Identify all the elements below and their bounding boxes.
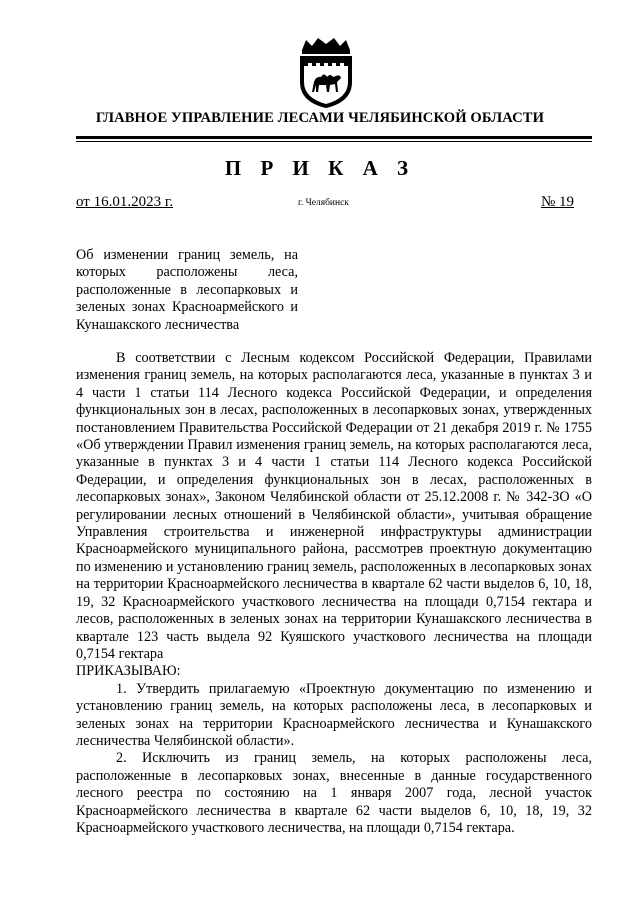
- order-number: № 19: [541, 194, 575, 210]
- header-divider-thick: [76, 136, 592, 139]
- order-subject: Об изменении границ земель, на которых расположены леса, расположенные в лесопарковых и зеленых зонах Красноармейского и Кунашакского лесничества: [76, 247, 298, 333]
- order-item-2: 2. Исключить из границ земель, на которых расположены леса, расположенные в лесопарковых зонах, внесенные в данные государственного лесного реестра по состоянию на 1 января 2007 года, лесной участок Красноармейского лесничества в квартале 62 части выделов 6, 10, 18, 19, 32 Красноармейского участкового лесничества, на площади 0,7154 гектара.: [76, 750, 592, 836]
- header-divider-thin: [76, 141, 592, 142]
- order-body: [76, 350, 592, 837]
- document-title: П Р И К А З: [224, 156, 416, 180]
- organization-name: ГЛАВНОЕ УПРАВЛЕНИЕ ЛЕСАМИ ЧЕЛЯБИНСКОЙ ОБЛАСТИ: [95, 110, 545, 126]
- order-item-1: 1. Утвердить прилагаемую «Проектную документацию по изменению и установлению границ земель, на которых расположены леса, в лесопарковых и зеленых зонах на территории Красноармейского лесничества и Кунашакского лесничества Челябинской области».: [76, 680, 592, 749]
- preamble-paragraph: В соответствии с Лесным кодексом Российской Федерации, Правилами изменения границ земель, на которых располагаются леса, указанные в пунктах 3 и 4 части 1 статьи 114 Лесного кодекса Российской Федерации, и определения функциональных зон в лесах, расположенных в лесопарковых зонах, утвержденных постановлением Правительства Российской Федерации от 21 декабря 2019 г. № 1755 «Об утверждении Правил изменения границ земель, на которых располагаются леса, указанные в пунктах 3 и 4 части 1 статьи 114 Лесного кодекса Российской Федерации, и определения функциональных зон в лесах, расположенных в лесопарковых зонах», Законом Челябинской области от 25.12.2008 г. № 342-ЗО «О регулировании лесных отношений в Челябинской области», учитывая обращение Управления строительства и инженерной инфраструктуры администрации Красноармейского муниципального района, рассмотрев проектную документацию по изменению и установлению границ земель, расположенных в лесопарковых зонах на территории Красноармейского лесничества в квартале 62 части выделов 6, 10, 18, 19, 32 Красноармейского участкового лесничества на площади 0,7154 гектара и лесов, расположенных в зеленых зонах на территории Кунашакского лесничества в квартале 123 часть выдела 92 Куяшского участкового лесничества на площади 0,7154 гектара: [76, 350, 592, 662]
- coat-of-arms-icon: [294, 36, 358, 110]
- order-word: ПРИКАЗЫВАЮ:: [76, 663, 181, 680]
- order-city: г. Челябинск: [298, 198, 349, 208]
- order-date: от 16.01.2023 г.: [76, 194, 174, 210]
